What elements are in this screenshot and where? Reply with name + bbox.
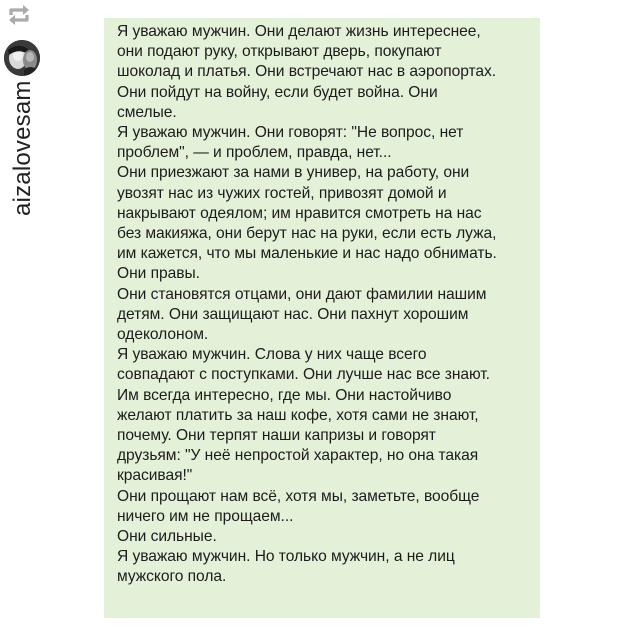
note-line: шоколад и платья. Они встречают нас в аэропортах. (117, 63, 497, 81)
note-line: совпадают с поступками. Они лучше нас все знают. (117, 366, 490, 384)
note-card (104, 18, 540, 618)
note-line: Они становятся отцами, они дают фамилии нашим (117, 285, 487, 303)
note-line: смелые. (117, 103, 177, 121)
note-line: мужского пола. (117, 568, 227, 586)
note-line: проблем", — и проблем, правда, нет... (117, 144, 392, 162)
note-line: Я уважаю мужчин. Слова у них чаще всего (117, 346, 427, 364)
note-line: желают платить за наш кофе, хотя сами не знают, (117, 406, 479, 424)
note-line: Я уважаю мужчин. Они говорят: "Не вопрос, нет (117, 124, 464, 142)
note-line: Они сильные. (117, 528, 217, 546)
note-line: они подают руку, открывают дверь, покупают (117, 43, 442, 61)
note-line: ничего им не прощаем... (117, 507, 294, 525)
note-line: накрывают одеялом; им нравится смотреть на нас (117, 204, 482, 222)
note-line: друзьям: "У неё непростой характер, но она такая (117, 447, 479, 465)
note-line: красивая!" (117, 467, 193, 485)
note-line: Им всегда интересно, где мы. Они настойчиво (117, 386, 452, 404)
note-line: Они приезжают за нами в универ, на работу, они (117, 164, 470, 182)
note-line: им кажется, что мы маленькие и нас надо обнимать. (117, 245, 497, 263)
repost-icon (6, 4, 32, 26)
note-line: увозят нас из чужих гостей, привозят домой и (117, 184, 447, 202)
repost-strip (0, 0, 56, 640)
note-line: детям. Они защищают нас. Они пахнут хорошим (117, 305, 469, 323)
username[interactable] (2, 80, 42, 216)
note-line: Они правы. (117, 265, 200, 283)
avatar[interactable] (4, 40, 40, 76)
note-line: Они прощают нам всё, хотя мы, заметьте, вообще (117, 487, 480, 505)
note-line: Я уважаю мужчин. Но только мужчин, а не лиц (117, 548, 455, 566)
note-line: одеколоном. (117, 326, 209, 344)
username-text[interactable]: aizalovesam (9, 80, 36, 216)
note-line: Я уважаю мужчин. Они делают жизнь интереснее, (117, 23, 481, 40)
note-line: почему. Они терпят наши капризы и говорят (117, 427, 436, 445)
note-line: без макияжа, они берут нас на руки, если есть лужа, (117, 225, 497, 243)
note-line: Они пойдут на войну, если будет война. Они (117, 83, 438, 101)
